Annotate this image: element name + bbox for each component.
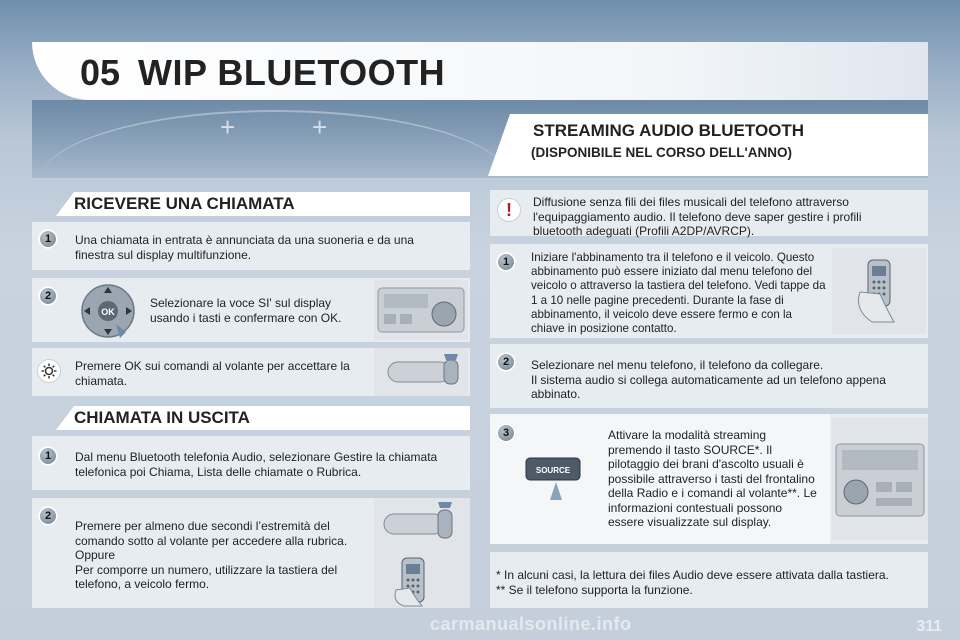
stream-step-2-text (531, 358, 921, 402)
source-button-icon (520, 452, 600, 502)
page-title: WIP BLUETOOTH (138, 52, 446, 93)
footnote: ** Se il telefono supporta la funzione. (496, 582, 693, 597)
warning-text: Diffusione senza fili dei files musicali del telefono attraverso l'equipaggiamento audio. Il telefono deve saper gestire i profili bluetooth adeguati (Profili A2DP/AVRCP). (533, 195, 862, 238)
outgoing-step-1-text: Dal menu Bluetooth telefonia Audio, selezionare Gestire la chiamata telefonica poi Chiama, Lista delle chiamate o Rubrica. (75, 450, 438, 479)
source-label: SOURCE (535, 466, 571, 475)
stream-step-2-line: Selezionare nel menu telefono, il telefono da collegare. (531, 358, 824, 372)
steering-stalk-illustration (374, 348, 468, 396)
step-badge: 2 (496, 352, 516, 372)
radio-panel-illustration (374, 280, 468, 340)
footnote: * In alcuni casi, la lettura dei files Audio deve essere attivata dalla tastiera. (496, 568, 889, 582)
outgoing-call-heading: CHIAMATA IN USCITA (74, 408, 250, 427)
outgoing-step-2-line: Premere per almeno due secondi l’estremità del comando sotto al volante per accedere alla rubrica. (75, 519, 348, 548)
step-badge: 2 (38, 506, 58, 526)
plus-decor-icon: + (220, 112, 236, 142)
phone-in-hand-illustration (832, 248, 926, 334)
page-number: 311 (916, 618, 942, 635)
streaming-title: STREAMING AUDIO BLUETOOTH (533, 121, 805, 140)
warning-icon: ! (497, 198, 521, 222)
chapter-number: 05 (80, 52, 121, 93)
ok-label: OK (101, 307, 115, 317)
radio-source-illustration (832, 418, 928, 540)
receive-step-2-text: Selezionare la voce SI' sul display usando i tasti e confermare con OK. (150, 296, 342, 325)
receive-tip-text: Premere OK sui comandi al volante per accettare la chiamata. (75, 359, 350, 388)
step-badge: 1 (496, 252, 516, 272)
plus-decor-icon: + (312, 112, 328, 142)
stream-step-2-line: Il sistema audio si collega automaticamente ad un telefono appena abbinato. (531, 372, 886, 401)
stream-step-3-text: Attivare la modalità streaming premendo il tasto SOURCE*. Il pilotaggio dei brani d'ascolto usuali è possibile attraverso i tasti del frontalino della Radio e i comandi al volante**. Le informazioni contestuali possono essere visualizzate sul display. (608, 428, 817, 529)
outgoing-step-2-text (75, 519, 371, 592)
receive-step-1-text: Una chiamata in entrata è annunciata da una suoneria e da una finestra sul display multifunzione. (75, 233, 414, 262)
receive-call-heading: RICEVERE UNA CHIAMATA (74, 194, 295, 213)
step-badge: 3 (496, 423, 516, 443)
tip-sun-icon (37, 359, 61, 383)
step-badge: 2 (38, 286, 58, 306)
watermark: carmanualsonline.info (430, 614, 632, 634)
outgoing-step-2-line: Per comporre un numero, utilizzare la tastiera del telefono, a veicolo fermo. (75, 562, 338, 591)
streaming-subtitle: (DISPONIBILE NEL CORSO DELL'ANNO) (531, 145, 792, 160)
footnotes (496, 568, 922, 597)
step-badge: 1 (38, 229, 58, 249)
step-badge: 1 (38, 446, 58, 466)
stalk-and-phone-illustration (374, 498, 470, 608)
stream-step-1-text: Iniziare l'abbinamento tra il telefono e il veicolo. Questo abbinamento può essere iniziato dal menu telefono del veicolo o attraverso la tastiera del telefono. Vedi tappe da 1 a 10 nelle pagine precedenti. Durante la fase di abbinamento, il veicolo deve essere fermo e con la chiave in posizione contatto. (531, 251, 826, 336)
outgoing-step-2-line: Oppure (75, 548, 116, 562)
ok-navigation-keypad-icon (76, 282, 140, 340)
